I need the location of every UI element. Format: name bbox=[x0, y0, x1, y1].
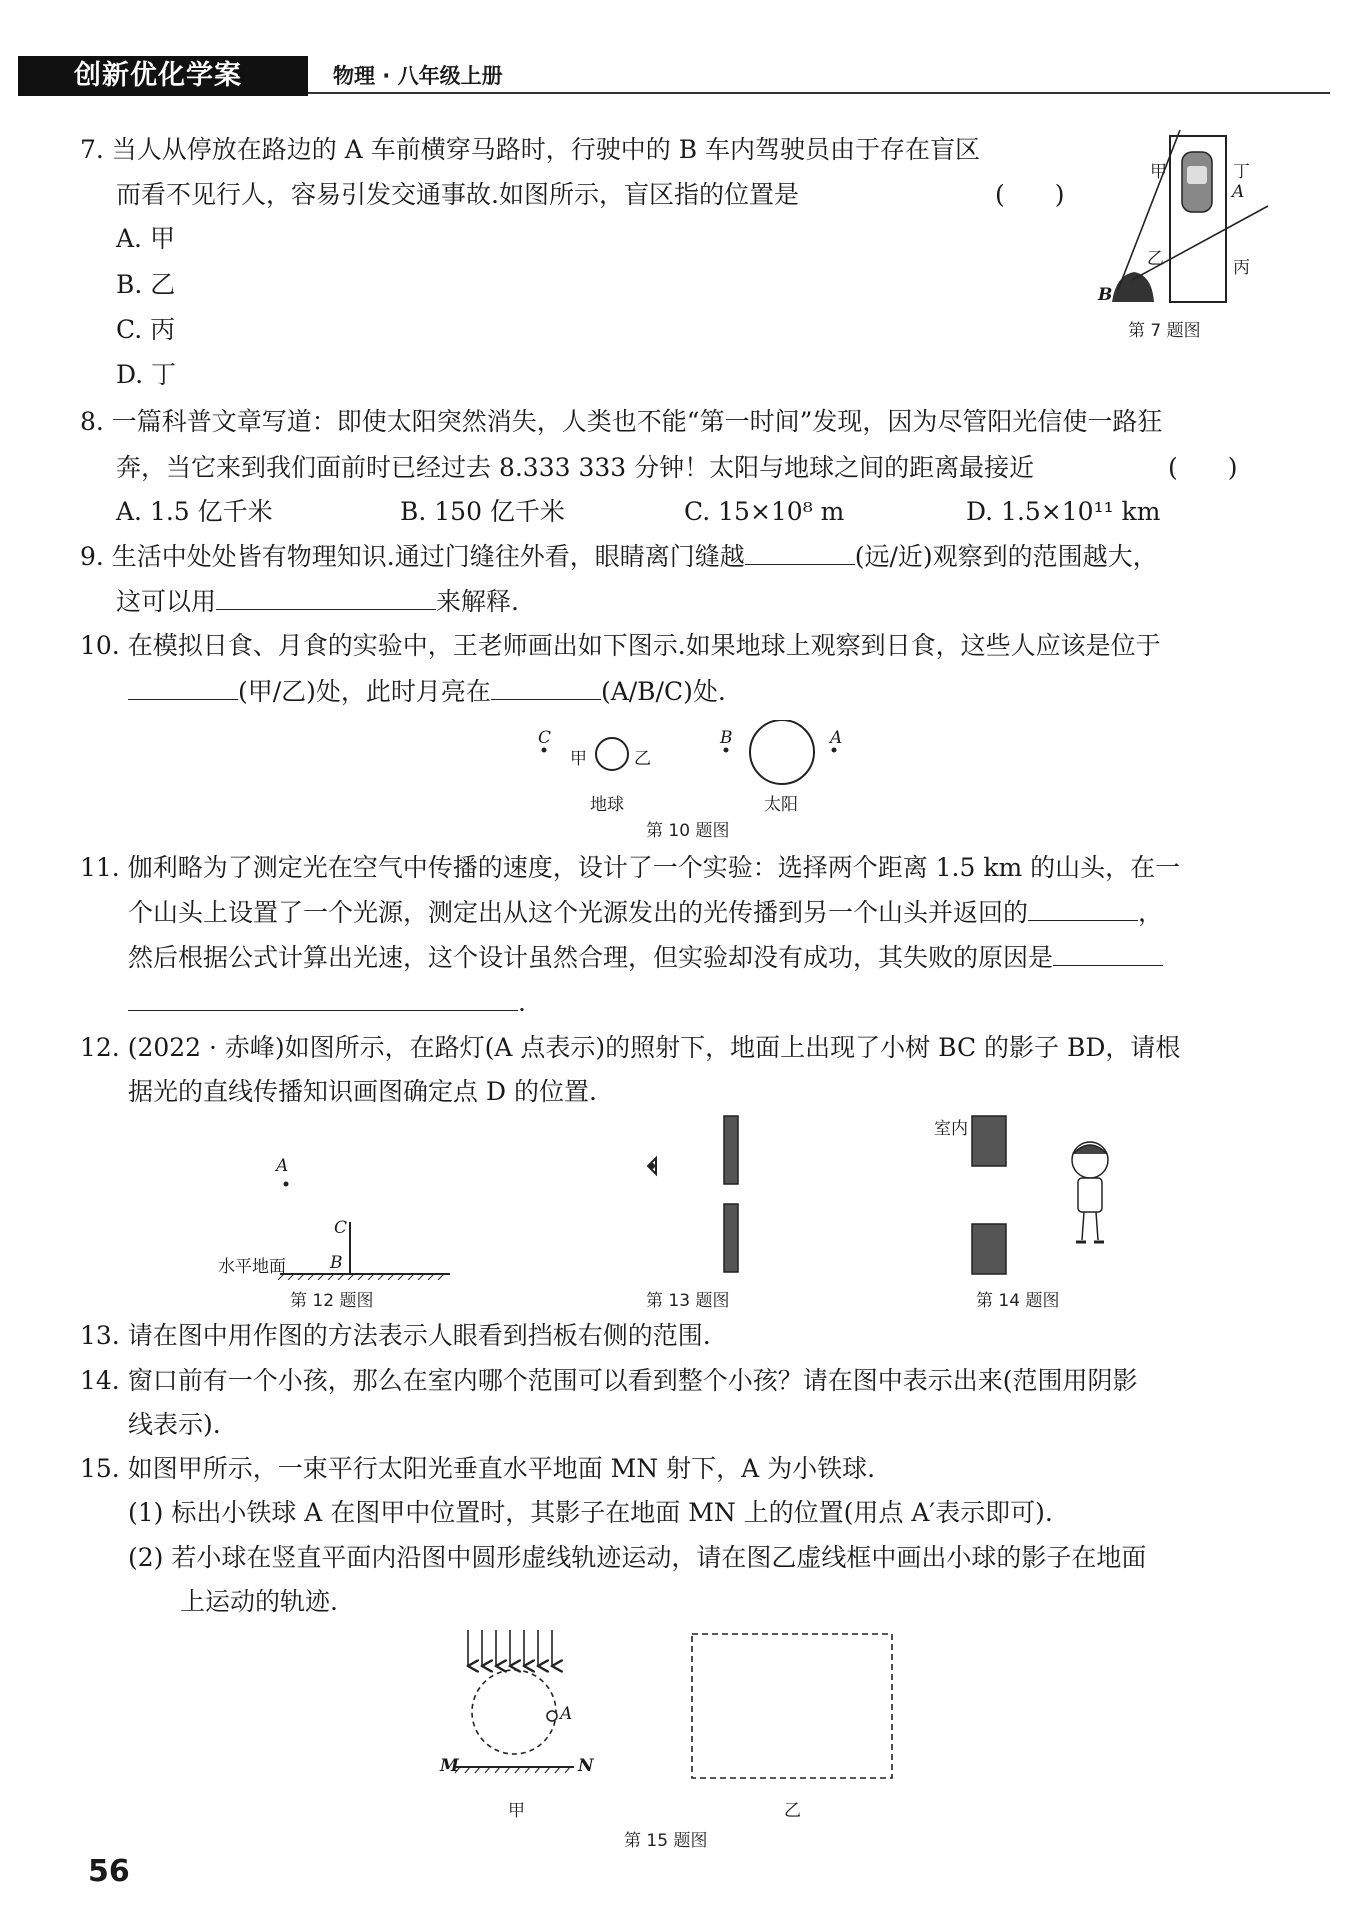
q13-text: 13. 请在图中用作图的方法表示人眼看到挡板右侧的范围. bbox=[80, 1321, 711, 1350]
q13-caption: 第 13 题图 bbox=[646, 1291, 730, 1311]
q9-line1-b: (远/近)观察到的范围越大， bbox=[854, 542, 1158, 571]
q7-label-a: A bbox=[1232, 182, 1245, 202]
q10-line1: 10. 在模拟日食、月食的实验中，王老师画出如下图示.如果地球上观察到日食，这些人应该是位于 bbox=[80, 631, 1161, 660]
q7-caption: 第 7 题图 bbox=[1128, 321, 1201, 341]
q7-label-b: B bbox=[1098, 285, 1113, 305]
q12-label-ground: 水平地面 bbox=[218, 1257, 286, 1277]
q14-label-indoor: 室内 bbox=[934, 1119, 968, 1139]
q7-line2: 而看不见行人，容易引发交通事故.如图所示，盲区指的位置是 bbox=[116, 180, 799, 209]
q12-line2: 据光的直线传播知识画图确定点 D 的位置. bbox=[128, 1077, 597, 1106]
q7-option-b: B. 乙 bbox=[116, 270, 176, 299]
header-brand: 创新优化学案 bbox=[74, 60, 242, 91]
q10-blank-1 bbox=[128, 669, 238, 700]
q15-caption: 第 15 题图 bbox=[624, 1831, 708, 1851]
q9-line1-a: 9. 生活中处处皆有物理知识.通过门缝往外看，眼睛离门缝越 bbox=[80, 542, 745, 571]
q14-wall-bottom bbox=[972, 1224, 1006, 1274]
q12-point-a bbox=[284, 1182, 289, 1187]
q9-line2 bbox=[116, 579, 519, 624]
q14-figure bbox=[960, 1110, 1130, 1280]
q10-blank-2 bbox=[491, 669, 601, 700]
q10-label-earth: 地球 bbox=[590, 795, 624, 815]
q8-line1: 8. 一篇科普文章写道：即使太阳突然消失，人类也不能“第一时间”发现，因为尽管阳光信使一路狂 bbox=[80, 407, 1163, 436]
q11-line2-text: 个山头上设置了一个光源，测定出从这个光源发出的光传播到另一个山头并返回的 bbox=[128, 898, 1029, 927]
q15-sub1: (1) 标出小铁球 A 在图甲中位置时，其影子在地面 MN 上的位置(用点 A′表示即可). bbox=[128, 1498, 1053, 1527]
q10-point-a bbox=[832, 748, 837, 753]
q9-line1 bbox=[80, 534, 1158, 579]
q10-label-jia: 甲 bbox=[570, 749, 587, 769]
q7-label-jia: 甲 bbox=[1150, 162, 1167, 182]
q15-sunlight-arrows bbox=[468, 1630, 552, 1666]
q13-board-bottom bbox=[724, 1204, 738, 1272]
q8-option-c: C. 15×10⁸ m bbox=[684, 497, 845, 526]
q8-paren: ( ) bbox=[1168, 453, 1238, 482]
q7-option-c: C. 丙 bbox=[116, 315, 176, 344]
q15-figure-jia bbox=[440, 1626, 600, 1776]
q13-figure bbox=[640, 1110, 750, 1280]
q14-line1: 14. 窗口前有一个小孩，那么在室内哪个范围可以看到整个小孩？请在图中表示出来(范围用阴影 bbox=[80, 1366, 1138, 1395]
q9-line2-b: 来解释. bbox=[436, 587, 519, 616]
q8-line2: 奔，当它来到我们面前时已经过去 8.333 333 分钟！太阳与地球之间的距离最接近 bbox=[116, 453, 1035, 482]
q15-label-n: N bbox=[578, 1756, 594, 1776]
q11-line1: 11. 伽利略为了测定光在空气中传播的速度，设计了一个实验：选择两个距离 1.5 km 的山头，在一 bbox=[80, 853, 1181, 882]
q7-car-a-window bbox=[1187, 166, 1207, 184]
q15-ball-a bbox=[547, 1711, 557, 1721]
q12-caption: 第 12 题图 bbox=[290, 1291, 374, 1311]
q14-caption: 第 14 题图 bbox=[976, 1291, 1060, 1311]
q10-point-c bbox=[542, 748, 547, 753]
q12-line1: 12. (2022 · 赤峰)如图所示，在路灯(A 点表示)的照射下，地面上出现了小树 BC 的影子 BD，请根 bbox=[80, 1033, 1181, 1062]
q7-paren: ( ) bbox=[995, 180, 1065, 209]
q12-label-b: B bbox=[330, 1253, 343, 1273]
q15-circular-path bbox=[472, 1670, 556, 1754]
q7-option-d: D. 丁 bbox=[116, 360, 177, 389]
q11-line3 bbox=[128, 935, 1163, 980]
q8-option-b: B. 150 亿千米 bbox=[400, 497, 565, 526]
q11-line2-end: ， bbox=[1138, 898, 1164, 927]
q10-label-a: A bbox=[830, 728, 843, 748]
q10-label-sun: 太阳 bbox=[764, 795, 798, 815]
q7-label-bing: 丙 bbox=[1233, 258, 1250, 278]
q7-option-a: A. 甲 bbox=[116, 224, 175, 253]
q11-line4 bbox=[128, 980, 526, 1025]
q8-option-a: A. 1.5 亿千米 bbox=[116, 497, 273, 526]
q15-dashed-box[interactable] bbox=[692, 1634, 892, 1778]
q15-sub2b: 上运动的轨迹. bbox=[180, 1587, 338, 1616]
q15-label-yi: 乙 bbox=[784, 1801, 801, 1821]
q8-option-d: D. 1.5×10¹¹ km bbox=[966, 497, 1161, 526]
q10-sun bbox=[750, 720, 814, 784]
page-number: 56 bbox=[88, 1854, 130, 1889]
q14-wall-top bbox=[972, 1116, 1006, 1166]
q11-blank-3 bbox=[128, 980, 518, 1011]
q11-blank-2 bbox=[1053, 935, 1163, 966]
q11-line2 bbox=[128, 890, 1163, 935]
q15-sub2a: (2) 若小球在竖直平面内沿图中圆形虚线轨迹运动，请在图乙虚线框中画出小球的影子在地面 bbox=[128, 1543, 1147, 1572]
q10-label-c: C bbox=[538, 728, 552, 748]
header-subject: 物理 · 八年级上册 bbox=[333, 64, 503, 88]
q9-line2-a: 这可以用 bbox=[116, 587, 217, 616]
q7-label-ding: 丁 bbox=[1233, 162, 1250, 182]
q9-blank-2 bbox=[216, 579, 436, 610]
q10-line2-a: (甲/乙)处，此时月亮在 bbox=[238, 677, 491, 706]
q11-line4-end: . bbox=[518, 988, 526, 1017]
q13-eye-pupil bbox=[649, 1163, 655, 1169]
q10-earth bbox=[596, 738, 628, 770]
header-rule bbox=[308, 92, 1330, 94]
q10-label-b: B bbox=[720, 728, 733, 748]
q7-car-b bbox=[1112, 272, 1154, 302]
q10-point-b bbox=[724, 748, 729, 753]
q9-blank-1 bbox=[745, 534, 855, 565]
q13-board-top bbox=[724, 1116, 738, 1184]
q10-caption: 第 10 题图 bbox=[646, 821, 730, 841]
q14-child bbox=[1072, 1142, 1108, 1242]
q11-blank-1 bbox=[1028, 890, 1138, 921]
q10-line2-b: (A/B/C)处. bbox=[600, 677, 726, 706]
q10-label-yi: 乙 bbox=[634, 749, 651, 769]
q11-line3-text: 然后根据公式计算出光速，这个设计虽然合理，但实验却没有成功，其失败的原因是 bbox=[128, 943, 1054, 972]
q12-label-c: C bbox=[334, 1218, 348, 1238]
q15-label-a: A bbox=[560, 1704, 573, 1724]
q7-label-yi: 乙 bbox=[1147, 249, 1164, 269]
q7-line1: 7. 当人从停放在路边的 A 车前横穿马路时，行驶中的 B 车内驾驶员由于存在盲区 bbox=[80, 135, 981, 164]
q14-line2: 线表示). bbox=[128, 1410, 221, 1439]
q15-figure-yi bbox=[690, 1632, 896, 1782]
q15-label-m: M bbox=[440, 1756, 459, 1776]
q10-line2 bbox=[128, 669, 726, 714]
q15-label-jia: 甲 bbox=[508, 1801, 525, 1821]
q12-label-a: A bbox=[276, 1156, 289, 1176]
q15-line1: 15. 如图甲所示，一束平行太阳光垂直水平地面 MN 射下，A 为小铁球. bbox=[80, 1454, 876, 1483]
